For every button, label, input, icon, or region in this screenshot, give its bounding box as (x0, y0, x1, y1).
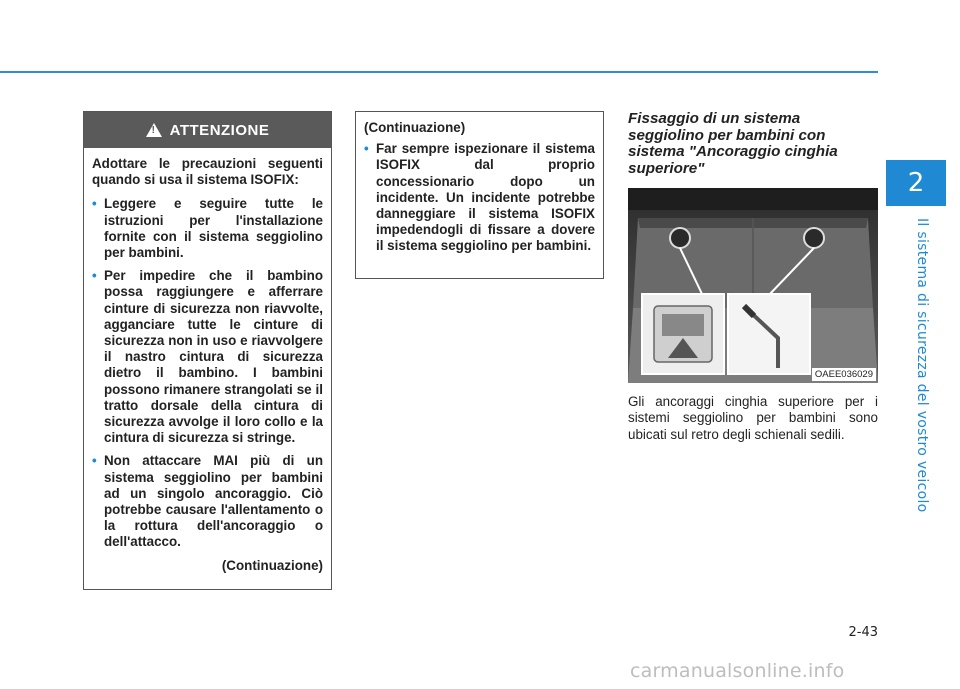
trunk-illustration (628, 188, 878, 383)
section-body: Gli ancoraggi cinghia superiore per i sistemi seggiolino per bambini sono ubicati sul retro degli schienali sedili. (628, 394, 878, 442)
chapter-tab (886, 160, 946, 206)
continuation-body (356, 112, 603, 255)
warning-body (84, 148, 331, 574)
page-number: 2-43 (848, 625, 878, 640)
warning-intro: Adottare le precauzioni seguenti quando si usa il sistema ISOFIX: (92, 156, 323, 188)
section-title: Fissaggio di un sistema seggiolino per bambini con sistema "Ancoraggio cinghia superiore" (628, 110, 838, 177)
warning-box (83, 111, 332, 590)
continued-label: (Continuazione) (364, 120, 466, 135)
continuation-bullet: • Far sempre ispezionare il sistema ISOFIX dal proprio concessionario dopo un incidente. Un incidente potrebbe danneggiare il sistema ISOFIX impedendogli di fissare a dovere il sistema seggiolino per bambini. (364, 141, 595, 254)
watermark: carmanualsonline.info (630, 660, 845, 682)
warning-bullet: • Non attaccare MAI più di un sistema seggiolino per bambini ad un singolo ancoraggio. Ciò potrebbe causare l'allentamento o la rottura dell'ancoraggio o dell'attacco. (92, 453, 323, 550)
continued-label: (Continuazione) (221, 557, 323, 573)
warning-bullet: • Leggere e seguire tutte le istruzioni per l'installazione fornite con il sistema seggiolino per bambini. (92, 196, 323, 261)
warning-bullet: • Per impedire che il bambino possa raggiungere e afferrare cinture di sicurezza non riavvolte, agganciare tutte le cinture di sicurezza non in uso e riavvolgere il nastro cintura di sicurezza dietro il bambino. I bambini possono rimanere strangolati se il tratto dorsale della cintura di sicurezza avvolge il loro collo e la cintura di sicurezza si stringe. (92, 268, 323, 446)
trunk-anchor-figure (628, 188, 878, 383)
chapter-number: 2 (907, 168, 925, 198)
continuation-box (355, 111, 604, 279)
top-rule (0, 71, 878, 73)
figure-code: OAEE036029 (812, 368, 876, 381)
chapter-title: Il sistema di sicurezza del vostro veicolo (914, 218, 930, 513)
warning-header (84, 112, 331, 148)
warning-header-label: ATTENZIONE (169, 121, 270, 139)
warning-triangle-icon: ! (146, 123, 162, 137)
